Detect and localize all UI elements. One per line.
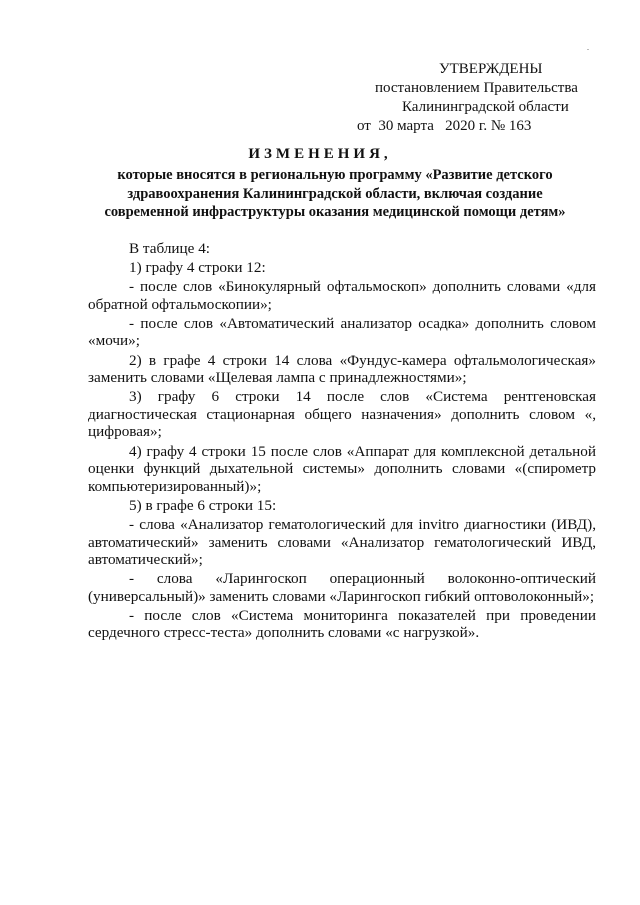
approval-authority: постановлением Правительства [375,80,578,96]
paragraph: В таблице 4: [129,240,211,257]
paragraph: 5) в графе 6 строки 15: [129,496,277,514]
paragraph: - после слов «Автоматический анализатор осадка» дополнить словом «мочи»; [88,314,596,350]
paragraph: 2) в графе 4 строки 14 слова «Фундус-камера офтальмологическая» заменить словами «Щелевая лампа с принадлежностями»; [88,351,596,387]
document-subtitle: которые вносятся в региональную программу «Развитие детского здравоохранения Калининградской области, включая создание современной инфраструктуры оказания медицинской помощи детям» [104,167,566,220]
paragraph: - слова «Ларингоскоп операционный волоконно-оптический (универсальный)» заменить словами «Ларингоскоп гибкий оптоволоконный»; [88,570,596,605]
scan-speck [587,49,589,50]
paragraph: 1) графу 4 строки 12: [129,259,266,277]
document-body [88,240,596,642]
approval-title: УТВЕРЖДЕНЫ [439,61,543,77]
approval-date-number: от 30 марта 2020 г. № 163 [357,118,532,134]
paragraph: - после слов «Бинокулярный офтальмоскоп» дополнить словами «для обратной офтальмоскопии»; [88,278,596,313]
paragraph: 3) графу 6 строки 14 после слов «Система рентгеновская диагностическая стационарная общего назначения» дополнить словом «, цифровая»; [88,388,596,441]
paragraph: - слова «Анализатор гематологический для invitro диагностики (ИВД), автоматический» заменить словами «Анализатор гематологический ИВД, автоматический»; [88,515,596,569]
paragraph: - после слов «Система мониторинга показателей при проведении сердечного стресс-теста» дополнить словами «с нагрузкой». [88,606,596,642]
document-title: ИЗМЕНЕНИЯ, [248,146,392,162]
approval-region: Калининградской области [402,99,569,115]
paragraph: 4) графу 4 строки 15 после слов «Аппарат для комплексной детальной оценки функций дыхательной системы» дополнить словами «(спирометр компьютеризированный)»; [88,442,596,495]
approval-block [340,60,590,136]
